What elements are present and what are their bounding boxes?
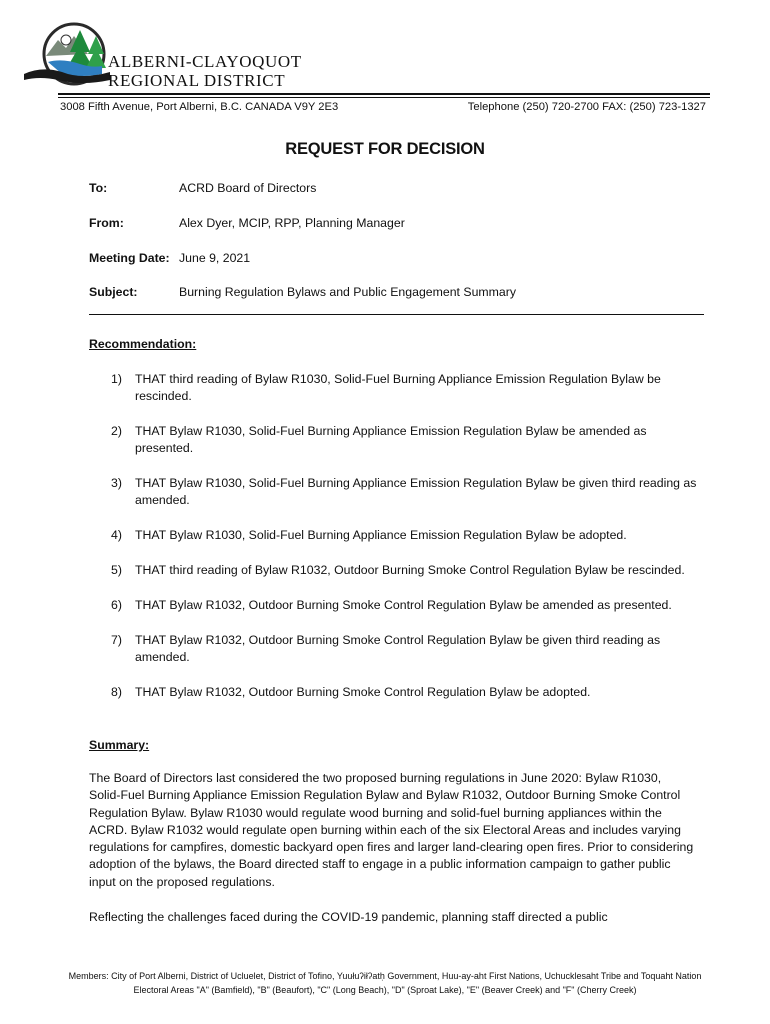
- footer-members: [0, 969, 770, 997]
- recommendation-item: [111, 684, 701, 701]
- subject-label: Subject:: [89, 285, 138, 299]
- from-value: Alex Dyer, MCIP, RPP, Planning Manager: [179, 216, 405, 230]
- recommendation-item: [111, 562, 701, 579]
- meeting-date-label: Meeting Date:: [89, 251, 170, 265]
- recommendation-number: 5): [111, 563, 122, 577]
- header-rule-top: [58, 93, 710, 95]
- recommendation-text: THAT Bylaw R1032, Outdoor Burning Smoke Control Regulation Bylaw be adopted.: [135, 685, 591, 699]
- recommendation-text: THAT Bylaw R1030, Solid-Fuel Burning Appliance Emission Regulation Bylaw be amended as presented.: [135, 424, 647, 455]
- recommendation-text: THAT third reading of Bylaw R1030, Solid-Fuel Burning Appliance Emission Regulation Bylaw be rescinded.: [135, 372, 661, 403]
- meeting-date-value: June 9, 2021: [179, 251, 251, 265]
- recommendation-text: THAT third reading of Bylaw R1032, Outdoor Burning Smoke Control Regulation Bylaw be rescinded.: [135, 563, 685, 577]
- recommendation-number: 4): [111, 528, 122, 542]
- recommendation-item: [111, 632, 701, 666]
- recommendation-number: 3): [111, 476, 122, 490]
- organization-name: [108, 52, 302, 90]
- header-rule-bottom: [58, 97, 710, 98]
- org-name-line1: ALBERNI-CLAYOQUOT: [108, 52, 302, 71]
- recommendation-number: 1): [111, 372, 122, 386]
- recommendation-item: [111, 423, 701, 457]
- recommendation-number: 7): [111, 633, 122, 647]
- subject-value: Burning Regulation Bylaws and Public Engagement Summary: [179, 285, 516, 299]
- summary-paragraph: The Board of Directors last considered the two proposed burning regulations in June 2020: Bylaw R1030, Solid-Fuel Burning Appliance Emission Regulation Bylaw and Bylaw R1032, Outdoor Burning Smoke Control Regulation Bylaw. Bylaw R1030 would regulate wood burning and solid-fuel burning appliances within the ACRD. Bylaw R1032 would regulate open burning within each of the six Electoral Areas and includes varying regulations for campfires, domestic backyard open fires and larger land-clearing open fires. Prior to considering adoption of the bylaws, the Board directed staff to engage in a public information campaign to gather public input on the proposed regulations.: [89, 771, 694, 889]
- recommendation-number: 6): [111, 598, 122, 612]
- to-label: To:: [89, 181, 108, 195]
- from-label: From:: [89, 216, 124, 230]
- recommendation-item: [111, 597, 701, 614]
- footer-areas-line: Electoral Areas "A" (Bamfield), "B" (Beaufort), "C" (Long Beach), "D" (Sproat Lake), "E" (Beaver Creek) and "F" (Cherry Creek): [133, 985, 637, 995]
- org-name-line2: REGIONAL DISTRICT: [108, 71, 286, 90]
- section-divider: [89, 314, 704, 315]
- recommendation-item: [111, 527, 701, 544]
- footer-members-line: Members: City of Port Alberni, District of Ucluelet, District of Tofino, Yuułuʔiłʔatḥ Government, Huu-ay-aht First Nations, Uchucklesaht Tribe and Toquaht Nation: [68, 971, 702, 981]
- recommendation-heading: Recommendation:: [89, 337, 197, 351]
- recommendation-item: [111, 475, 701, 509]
- page-title: REQUEST FOR DECISION: [285, 140, 485, 158]
- recommendation-item: [111, 371, 701, 405]
- recommendation-number: 2): [111, 424, 122, 438]
- summary-heading: Summary:: [89, 738, 150, 752]
- recommendation-list: [111, 371, 701, 719]
- recommendation-text: THAT Bylaw R1030, Solid-Fuel Burning Appliance Emission Regulation Bylaw be given third reading as amended.: [135, 476, 697, 507]
- to-value: ACRD Board of Directors: [179, 181, 317, 195]
- acrd-logo: [22, 22, 112, 92]
- recommendation-text: THAT Bylaw R1032, Outdoor Burning Smoke Control Regulation Bylaw be amended as presented.: [135, 598, 672, 612]
- recommendation-number: 8): [111, 685, 122, 699]
- header-address: 3008 Fifth Avenue, Port Alberni, B.C. CANADA V9Y 2E3: [60, 101, 339, 113]
- header-telephone: Telephone (250) 720-2700 FAX: (250) 723-1327: [467, 101, 706, 113]
- recommendation-text: THAT Bylaw R1030, Solid-Fuel Burning Appliance Emission Regulation Bylaw be adopted.: [135, 528, 627, 542]
- summary-paragraph: Reflecting the challenges faced during the COVID-19 pandemic, planning staff directed a public: [89, 910, 608, 924]
- recommendation-text: THAT Bylaw R1032, Outdoor Burning Smoke Control Regulation Bylaw be given third reading as amended.: [135, 633, 661, 664]
